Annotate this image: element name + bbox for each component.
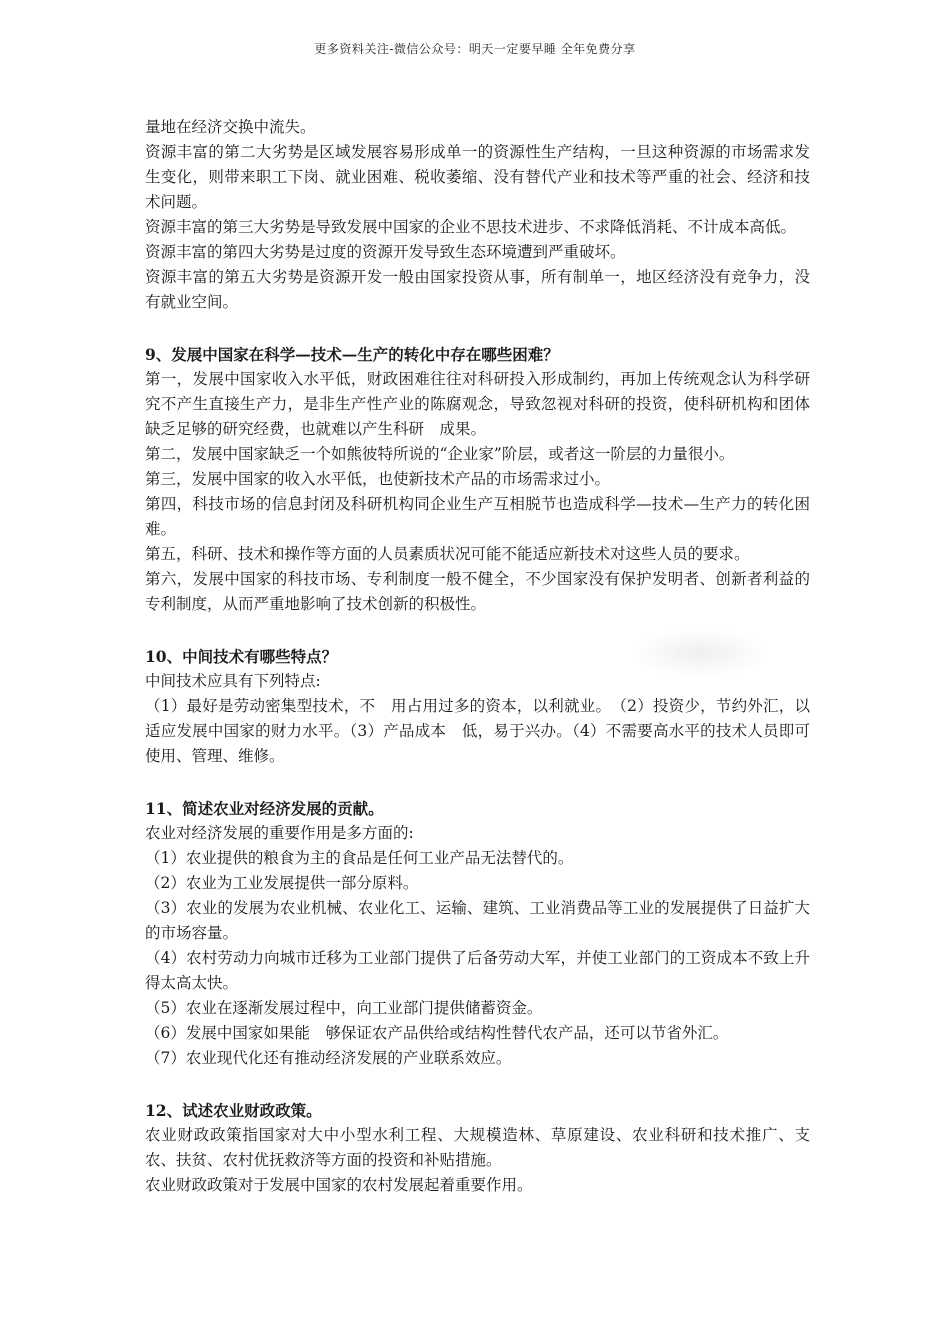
document-body [145, 115, 810, 1198]
question-12-section [145, 1098, 810, 1198]
paragraph: 农业财政政策对于发展中国家的农村发展起着重要作用。 [145, 1176, 533, 1194]
paragraph: 农业财政政策指国家对大中小型水利工程、大规模造林、草原建设、农业科研和技术推广、支农、扶贫、农村优抚救济等方面的投资和补贴措施。 [145, 1126, 810, 1169]
paragraph: 资源丰富的第二大劣势是区域发展容易形成单一的资源性生产结构，一旦这种资源的市场需求发生变化，则带来职工下岗、就业困难、税收萎缩、没有替代产业和技术等严重的社会、经济和技术问题。 [145, 143, 810, 211]
paragraph: （1）最好是劳动密集型技术，不 用占用过多的资本，以利就业。 （2）投资少，节约外汇，以适应发展中国家的财力水平。（3）产品成本 低，易于兴办。（4）不需要高水平的技术人员即可使用、管理、维修。 [145, 697, 810, 765]
paragraph: （2）农业为工业发展提供一部分原料。 [145, 874, 419, 892]
paragraph: 第三，发展中国家的收入水平低，也使新技术产品的市场需求过小。 [145, 470, 611, 488]
paragraph: 第四，科技市场的信息封闭及科研机构同企业生产互相脱节也造成科学—技术—生产力的转化困难。 [145, 495, 810, 538]
paragraph: 资源丰富的第四大劣势是过度的资源开发导致生态环境遭到严重破坏。 [145, 243, 626, 261]
question-11-section [145, 796, 810, 1071]
question-10-title: 10、中间技术有哪些特点？ [145, 647, 338, 666]
paragraph: 资源丰富的第三大劣势是导致发展中国家的企业不思技术进步、不求降低消耗、不计成本高低。 [145, 218, 797, 236]
paragraph: 第五，科研、技术和操作等方面的人员素质状况可能不能适应新技术对这些人员的要求。 [145, 545, 750, 563]
paragraph: （6）发展中国家如果能 够保证农产品供给或结构性替代农产品，还可以节省外汇。 [145, 1024, 729, 1042]
header-note: 更多资料关注-微信公众号：明天一定要早睡 全年免费分享 [314, 42, 636, 56]
paragraph: 第一，发展中国家收入水平低，财政困难往往对科研投入形成制约，再加上传统观念认为科学研究不产生直接生产力，是非生产性产业的陈腐观念，导致忽视对科研的投资，使科研机构和团体缺乏足够的研究经费，也就难以产生科研 成果。 [145, 370, 810, 438]
paragraph: （4）农村劳动力向城市迁移为工业部门提供了后备劳动大军，并使工业部门的工资成本不致上升得太高太快。 [145, 949, 810, 992]
intro-section [145, 115, 810, 315]
question-12-title: 12、试述农业财政政策。 [145, 1101, 322, 1120]
question-11-title: 11、简述农业对经济发展的贡献。 [145, 799, 384, 818]
paragraph: （7）农业现代化还有推动经济发展的产业联系效应。 [145, 1049, 512, 1067]
question-10-section [145, 644, 810, 769]
paragraph: 中间技术应具有下列特点: [145, 672, 321, 690]
question-9-section [145, 342, 810, 617]
paragraph: 第六，发展中国家的科技市场、专利制度一般不健全，不少国家没有保护发明者、创新者利益的专利制度，从而严重地影响了技术创新的积极性。 [145, 570, 810, 613]
paragraph: （3）农业的发展为农业机械、农业化工、运输、建筑、工业消费品等工业的发展提供了日益扩大的市场容量。 [145, 899, 810, 942]
paragraph: 资源丰富的第五大劣势是资源开发一般由国家投资从事，所有制单一，地区经济没有竞争力，没有就业空间。 [145, 268, 810, 311]
paragraph: 量地在经济交换中流失。 [145, 118, 316, 136]
paragraph: 第二，发展中国家缺乏一个如熊彼特所说的“企业家”阶层，或者这一阶层的力量很小。 [145, 445, 735, 463]
paragraph: （1）农业提供的粮食为主的食品是任何工业产品无法替代的。 [145, 849, 574, 867]
question-9-title: 9、发展中国家在科学—技术—生产的转化中存在哪些困难？ [145, 345, 559, 364]
paragraph: 农业对经济发展的重要作用是多方面的: [145, 824, 414, 842]
paragraph: （5）农业在逐渐发展过程中，向工业部门提供储蓄资金。 [145, 999, 543, 1017]
